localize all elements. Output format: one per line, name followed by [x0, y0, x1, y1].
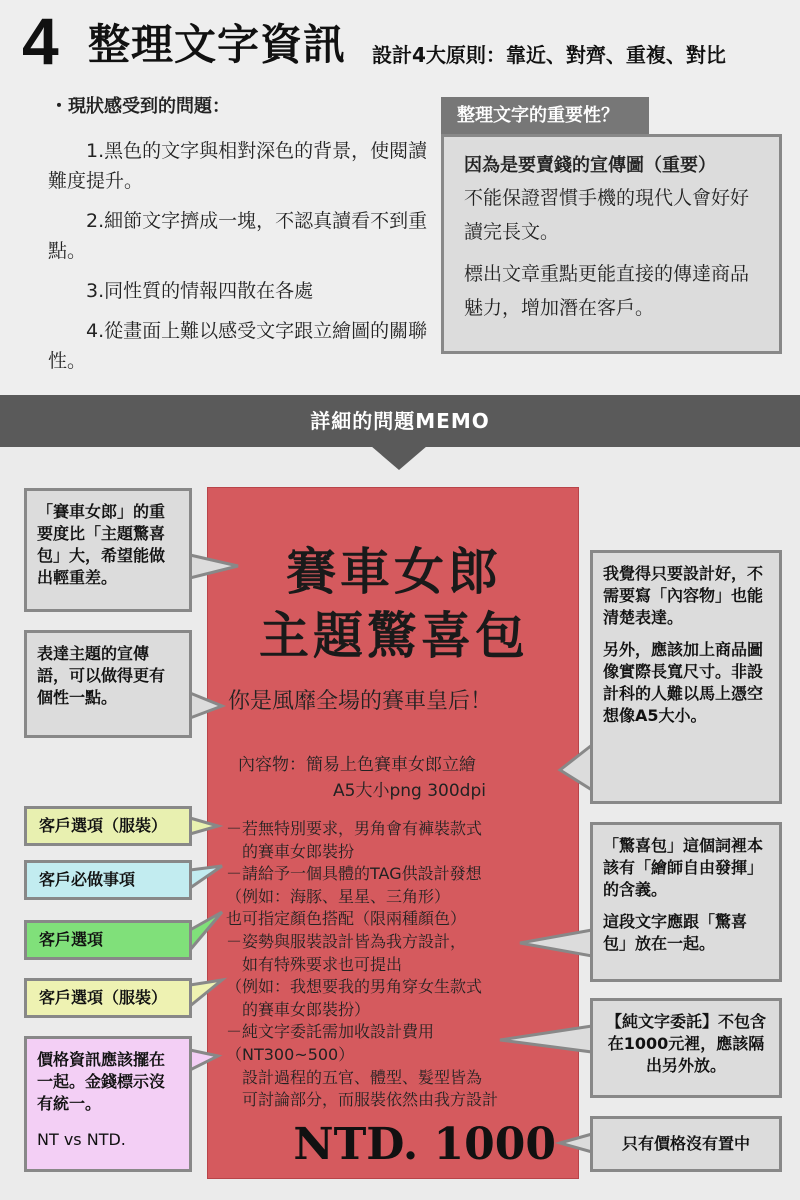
importance-box	[441, 134, 782, 354]
note-slogan: 表達主題的宣傳語，可以做得更有個性一點。	[24, 630, 192, 738]
importance-tab: 整理文字的重要性？	[441, 97, 649, 135]
section-number: 4	[22, 4, 59, 78]
problem-item: 2.細節文字擠成一塊，不認真讀看不到重點。	[48, 210, 428, 262]
memo-band: 詳細的問題MEMO	[0, 395, 800, 447]
tag-client-option: 客戶選項	[24, 920, 192, 960]
page-subtitle: 設計4大原則：靠近、對齊、重複、對比	[372, 43, 726, 67]
poster-option-line: （NT300~500）	[226, 1044, 355, 1064]
poster-option-line: －請給予一個具體的TAG供設計發想	[226, 864, 482, 884]
header-section	[0, 0, 800, 395]
note-surprise	[590, 822, 782, 982]
poster-option-line: －純文字委託需加收設計費用	[226, 1022, 435, 1042]
note-importance: 「賽車女郎」的重要度比「主題驚喜包」大，希望能做出輕重差。	[24, 488, 192, 612]
poster-option-line: （例如：海豚、星星、三角形）	[226, 886, 451, 906]
note-text: NT vs NTD.	[37, 1130, 126, 1149]
poster-option-line: 也可指定顏色搭配（限兩種顏色）	[226, 909, 467, 929]
note-price-center: 只有價格沒有置中	[590, 1116, 782, 1172]
poster-option-line: 設計過程的五官、體型、髮型皆為	[226, 1067, 483, 1087]
poster-option-line: 的賽車女郎裝扮	[226, 841, 355, 861]
poster-option-line: （例如：我想要我的男角穿女生款式	[226, 977, 483, 997]
note-text-commission: 【純文字委託】不包含在1000元裡，應該隔出另外放。	[590, 998, 782, 1098]
importance-text: 標出文章重點更能直接的傳達商品魅力，增加潛在客戶。	[464, 263, 750, 319]
note-text: 我覺得只要設計好，不需要寫「內容物」也能清楚表達。	[603, 564, 764, 627]
poster-price: NTD. 1000	[293, 1119, 556, 1170]
note-text: 另外，應該加上商品圖像實際長寬尺寸。非設計科的人難以馬上憑空想像A5大小。	[603, 640, 764, 725]
poster-contents-line: 內容物：簡易上色賽車女郎立繪	[238, 755, 476, 775]
note-text: 這段文字應跟「驚喜包」放在一起。	[603, 912, 748, 953]
tag-client-option-outfit: 客戶選項（服裝）	[24, 978, 192, 1018]
poster-option-line: 可討論部分，而服裝依然由我方設計	[226, 1090, 499, 1110]
problem-item: 3.同性質的情報四散在各處	[86, 280, 314, 302]
tag-client-required: 客戶必做事項	[24, 860, 192, 900]
importance-text: 不能保證習慣手機的現代人會好好讀完長文。	[464, 187, 750, 243]
note-contents	[590, 550, 782, 804]
poster-option-line: －若無特別要求，男角會有褲裝款式	[226, 819, 483, 838]
problem-list	[48, 92, 428, 386]
poster-slogan: 你是風靡全場的賽車皇后！	[228, 689, 493, 714]
memo-arrow	[371, 446, 427, 470]
poster-options	[226, 818, 498, 1112]
poster-contents-line: A5大小png 300dpi	[333, 781, 486, 801]
note-text: 「驚喜包」這個詞裡本該有「繪師自由發揮」的含義。	[603, 836, 764, 899]
tag-client-option-outfit: 客戶選項（服裝）	[24, 806, 192, 846]
importance-lead: 因為是要賣錢的宣傳圖（重要）	[464, 155, 716, 176]
problem-item: 4.從畫面上難以感受文字跟立繪圖的關聯性。	[48, 320, 428, 372]
poster-contents	[238, 752, 486, 804]
page-title: 整理文字資訊	[88, 20, 347, 69]
problem-heading: ・現狀感受到的問題：	[50, 96, 230, 117]
poster-title: 賽車女郎	[286, 542, 502, 601]
note-text: 價格資訊應該擺在一起。金錢標示沒有統一。	[37, 1050, 166, 1113]
problem-item: 1.黑色的文字與相對深色的背景，使閱讀難度提升。	[48, 140, 428, 192]
poster-title: 主題驚喜包	[259, 606, 529, 665]
poster-option-line: 如有特殊要求也可提出	[226, 954, 403, 974]
poster-option-line: 的賽車女郎裝扮）	[226, 999, 371, 1019]
poster-sample	[207, 487, 579, 1179]
poster-option-line: －姿勢與服裝設計皆為我方設計，	[226, 931, 467, 951]
note-price-info	[24, 1036, 192, 1172]
